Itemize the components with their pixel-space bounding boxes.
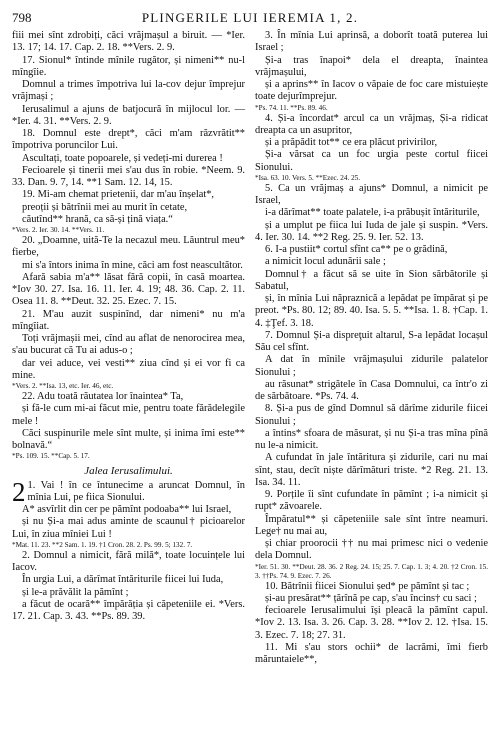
verse-1-line: A* asvîrlit din cer pe pămînt podoaba** lui Israel, [22,504,232,515]
verse-20-line: mi s'a întors inima în mine, căci am fost neascultător. [22,259,243,271]
verse-5: 5. Ca un vrăjmaș a ajuns* Domnul, a nimicit pe Israel, [255,182,488,206]
verse-4-line: și a prăpădit tot** ce era plăcut privirilor, [265,137,438,148]
running-header [12,10,488,28]
verse-9: 9. Porțile îi sînt cufundate în pămînt ; i-a nimicit și rupt* zăvoarele. [255,489,488,513]
chapter-number: 2 [12,476,26,507]
verse-10-line: fecioarele Ierusalimului își pleacă la pămînt capul. *Iov 2. 13. Isa. 3. 26. Cap. 3. 28. **Iov 2. 12. †Isa. 15. 3. Ezec. 7. 18; 27. 31. [255,605,488,641]
running-title: PLINGERILE LUI IEREMIA 1, 2. [141,10,359,25]
verse-3-line: Și-a tras înapoi* dela el dreapta, înaintea vrăjmașului, [255,54,488,78]
verse-18-line: Ascultați, toate popoarele, și vedeți-mi durerea ! [22,152,223,164]
verse-10-line: și-au presărat** țărînă pe cap, s'au încins† cu saci ; [265,592,477,604]
verse-6: 6. I-a pustiit* cortul sfînt ca** pe o grădină, [265,244,448,255]
verse-2-line: și le-a prăvălit la pămînt ; [22,586,129,598]
cross-reference: *Vers. 2. **Isa. 13, etc. Ier. 46, etc. [12,382,114,390]
verse-19-line: preoții și bătrînii mei au murit în cetate, [22,201,188,213]
verse-5-line: i-a dărîmat** toate palatele, i-a prăbușit întăriturile, [265,207,480,219]
chapter-title: Jalea Ierusalimului. [84,465,173,478]
verse-20-line: Afară sabia m'a** lăsat fără copii, în casă moartea. *Iov 30. 27. Isa. 16. 11. Ier. 4. 19; 48. 36. Cap. 2. 11. Osea 11. 8. **Deut. 32. 25. Ezec. 7. 15. [12,271,245,308]
verse-18: 18. Domnul este drept*, căci m'am răzvrătit** împotriva poruncilor Lui. [12,128,245,152]
verse-7: 7. Domnul Și-a dispreţuit altarul, S-a lepădat locașul Său cel sfînt. [255,329,488,353]
verse-6-line: și, în mînia Lui năpraznică a lepădat pe împărat și pe preot. *Ps. 80. 12; 89. 40. Isa. 5. 5. **Isa. 1. 8. †Cap. 1. 4. ‡Ţef. 3. 18. [255,293,488,329]
left-column [12,30,245,666]
verse-21: 21. M'au auzit suspinînd, dar nimeni* nu m'a mîngîiat. [12,308,245,332]
verse-7-line: A dat în mînile vrăjmașului zidurile palatelor Sionului ; [255,354,488,378]
verse-9-line: și chiar proorocii †† nu mai primesc nici o vedenie dela Domnul. [255,538,488,562]
page-number: 798 [12,10,32,25]
verse-8-line: a întins* sfoara de măsurat, și nu Și-a tras mîna pînă nu le-a nimicit. [255,427,488,451]
verse-5-line: și a umplut pe fiica lui Iuda de jale și suspin. *Vers. 4. Ier. 30. 14. **2 Reg. 25. 9. Ier. 52. 13. [255,219,488,243]
verse-21-line: dar vei aduce, vei vesti** ziua cînd și ei vor fi ca mine. [12,357,245,381]
cross-reference: *Ps. 109. 15. **Cap. 5. 17. [12,452,90,461]
verse-7-line: au răsunat* strigătele în Casa Domnului, ca într'o zi de sărbătoare. *Ps. 74. 4. [255,378,488,402]
verse-20: 20. „Doamne, uită-Te la necazul meu. Lăuntrul meu* fierbe, [12,235,245,259]
verse-18-line: Fecioarele și tinerii mei s'au dus în robie. *Neem. 9. 33. Dan. 9. 7, 14. **1 Sam. 12. 14, 15. [12,164,245,188]
cross-reference: *Ps. 74. 11. **Ps. 89. 46. [255,103,328,112]
verse-19-line: căutînd** hrană, ca să-și țină viața.“ [22,213,173,225]
verse-9-line: Împăratul** și căpeteniile sale sînt între neamuri. Lege† nu mai au, [255,513,488,537]
verse-22-line: și fă-le cum mi-ai făcut mie, pentru toate fărădelegile mele ! [12,403,245,427]
chapter-2-verse-1 [12,476,245,507]
verse-17-line: Domnul a trimes împotriva lui la-cov dejur împrejur vrăjmași ; [12,79,245,103]
verse-22-line: Căci suspinurile mele sînt multe, și inima îmi este** bolnavă.“ [12,427,245,451]
verse-2-line: În urgia Lui, a dărîmat întăriturile fiicei lui Iuda, [22,574,224,586]
verse-2-line: a făcut de ocară** împărăția și căpeteniile ei. *Vers. 17. 21. Cap. 3. 43. **Ps. 89. 39. [12,598,245,622]
two-column-text [12,30,488,666]
verse-17: 17. Sionul* întinde mînile rugător, și nimeni** nu-l mîngîie. [12,54,245,78]
verse-3-line: și a aprins** în Iacov o văpaie de foc care mistuiește toate dejurîmprejur. [255,79,488,103]
verse-8-line: A cufundat în jale întăritura și zidurile, cari nu mai sînt, stau, decît niște dărîmături triste. *2 Reg. 21. 13. Isa. 34. 11. [255,452,488,488]
verse-3: 3. În mînia Lui aprinsă, a doborît toată puterea lui Israel ; [255,30,488,54]
verse-2: 2. Domnul a nimicit, fără milă*, toate locuințele lui Iacov. [12,549,245,573]
verse-10: 10. Bătrînii fiicei Sionului șed* pe pămînt și tac ; [265,580,470,592]
cross-reference: *Isa. 63. 10. Vers. 5. **Ezec. 24. 25. [255,173,361,182]
verse-4-line: Și-a vărsat ca un foc urgia peste cortul fiicei Sionului. [255,149,488,173]
verse-4: 4. Și-a încordat* arcul ca un vrăjmaș, Și-a ridicat dreapta ca un asupritor, [255,112,488,136]
verse-11: 11. Mi s'au stors ochii* de lacrămi, îmi fierb măruntaiele**, [255,641,488,665]
cross-reference: *Ier. 51. 30. **Deut. 28. 36. 2 Reg. 24. 15; 25. 7. Cap. 1. 3; 4. 20. †2 Cron. 15. 3. ††Ps. 74. 9. Ezec. 7. 26. [255,562,488,580]
verse-8: 8. Și-a pus de gînd Domnul să dărîme zidurile fiicei Sionului ; [255,403,488,427]
verse-6-line: Domnul† a făcut să se uite în Sion sărbătorile și Sabatul, [255,268,488,292]
cross-reference: *Mat. 11. 23. **2 Sam. 1. 19. †1 Cron. 28. 2. Ps. 99. 5; 132. 7. [12,540,193,549]
verse-1-line: și nu Și-a mai adus aminte de scaunul† picioarelor Lui, în ziua mîniei Lui ! [12,516,245,540]
cross-reference: *Vers. 2. Ier. 30. 14. **Vers. 11. [12,226,105,234]
verse-16-end: fiii mei sînt zdrobiți, căci vrăjmașul a biruit. — *Ier. 13. 17; 14. 17. Cap. 2. 18. **Vers. 2. 9. [12,30,245,54]
verse-17-line: Ierusalimul a ajuns de batjocură în mijlocul lor. — *Ier. 4. 31. **Vers. 2. 9. [12,103,245,127]
verse-22: 22. Adu toată răutatea lor înaintea* Ta, [22,391,184,402]
verse-21-line: Toți vrăjmașii mei, cînd au aflat de nenorocirea mea, s'au bucurat că Tu ai adus-o ; [12,333,245,357]
right-column [255,30,488,666]
verse-6-line: a nimicit locul adunării sale ; [265,256,386,268]
verse-19: 19. Mi-am chemat prietenii, dar m'au înșelat*, [22,189,215,201]
verse-1-text: 1. Vai ! în ce întunecime a aruncat Domnul, în mînia Lui, pe fiica Sionului. [27,479,245,503]
